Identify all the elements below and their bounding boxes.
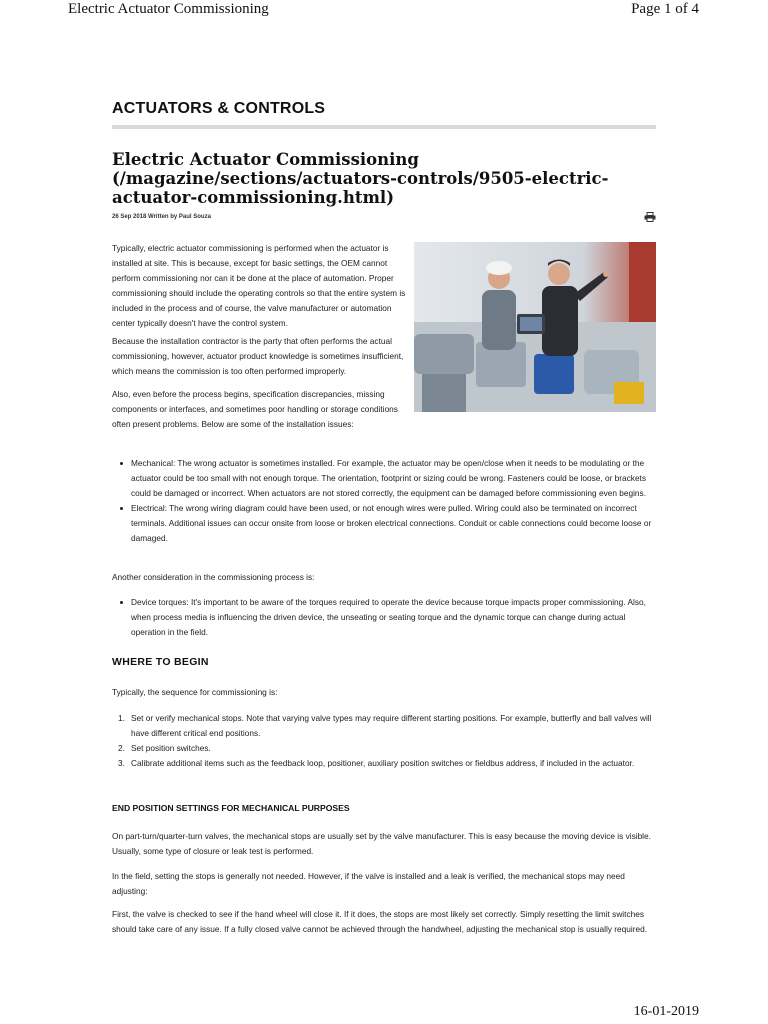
list-item-text: Set or verify mechanical stops. Note that varying valve types may require different starting positions. For example, butterfly and ball valves will have different critical end positions. xyxy=(131,713,652,738)
list-item-text: Calibrate additional items such as the feedback loop, positioner, auxiliary position switches or fieldbus address, if included in the actuator. xyxy=(131,758,635,768)
list-number: 1. xyxy=(118,713,125,723)
contractor-paragraph: Because the installation contractor is the party that often performs the actual commissioning, however, actuator product knowledge is sometimes insufficient, which means the commission is too often performed improperly. xyxy=(112,336,404,376)
sequence-paragraph: Typically, the sequence for commissioning is: xyxy=(112,687,278,697)
article-title-link[interactable]: Electric Actuator Commissioning (/magazine/sections/actuators-controls/9505-electric-actuator-commissioning.html) xyxy=(112,150,609,207)
article-photo xyxy=(414,242,656,412)
heading-end-position-settings: END POSITION SETTINGS FOR MECHANICAL PURPOSES xyxy=(112,803,350,813)
list-item-text: Set position switches. xyxy=(131,743,211,753)
print-header-page: Page 1 of 4 xyxy=(631,1,699,17)
list-item xyxy=(112,756,656,771)
heading-where-to-begin: WHERE TO BEGIN xyxy=(112,656,209,668)
intro-paragraph: Typically, electric actuator commissioning is performed when the actuator is installed at site. This is because, except for basic settings, the OEM cannot perform commissioning nor can it be done at the place of automation. Proper commissioning should include the operating controls so that the entire system is included in the process and of course, the valve manufacturer or automation center typically doesn't have the control system. xyxy=(112,243,406,328)
list-number: 2. xyxy=(118,743,125,753)
consideration-paragraph: Another consideration in the commissioning process is: xyxy=(112,572,315,582)
list-item: Electrical: The wrong wiring diagram could have been used, or not enough wires were pulled. Wiring could also be terminated on incorrect terminals. Additional issues can occur onsite from loose or broken electrical connections. Conduit or cable connections could become loose or damaged. xyxy=(112,501,656,546)
part-turn-paragraph: On part-turn/quarter-turn valves, the mechanical stops are usually set by the valve manufacturer. This is easy because the moving device is visible. Usually, some type of closure or leak test is performed. xyxy=(112,831,651,856)
issues-intro-paragraph: Also, even before the process begins, specification discrepancies, missing components or interfaces, and sometimes poor handling or storage conditions often present problems. Below are some of the installation issues: xyxy=(112,389,398,429)
list-item: Mechanical: The wrong actuator is sometimes installed. For example, the actuator may be open/close when it needs to be modulating or the actuator could be too small with not enough torque. The orientation, footprint or sizing could be wrong. Fasteners could be loose, or brackets could be damaged or incorrect. When actuators are not stored correctly, the equipment can be damaged before commissioning even begins. xyxy=(112,456,656,501)
installation-issues-list xyxy=(112,456,656,546)
section-title: ACTUATORS & CONTROLS xyxy=(112,100,326,117)
print-footer-date: 16-01-2019 xyxy=(633,1004,699,1019)
list-item: Device torques: It's important to be aware of the torques required to operate the device because torque impacts proper commissioning. Also, when process media is influencing the driven device, the unseating or seating torque and the dynamic torque can change during actual operation in the field. xyxy=(112,595,656,640)
photo-engineers-with-actuators-icon xyxy=(414,242,656,412)
list-item xyxy=(112,711,656,741)
print-header-title: Electric Actuator Commissioning xyxy=(68,1,269,17)
article-meta: 26 Sep 2018 Written by Paul Souza xyxy=(112,214,211,220)
considerations-list xyxy=(112,595,656,640)
commissioning-steps-list xyxy=(112,711,656,771)
list-number: 3. xyxy=(118,758,125,768)
handwheel-paragraph: First, the valve is checked to see if the hand wheel will close it. If it does, the stops are most likely set correctly. Simply resetting the limit switches should take care of any issue. If a fully closed valve cannot be achieved through the handwheel, adjusting the mechanical stop is usually required. xyxy=(112,909,648,934)
section-divider xyxy=(112,125,656,129)
print-header xyxy=(0,0,768,24)
field-paragraph: In the field, setting the stops is generally not needed. However, if the valve is installed and a leak is verified, the mechanical stops may need adjusting: xyxy=(112,871,625,896)
list-item xyxy=(112,741,656,756)
printer-icon[interactable] xyxy=(644,212,656,222)
